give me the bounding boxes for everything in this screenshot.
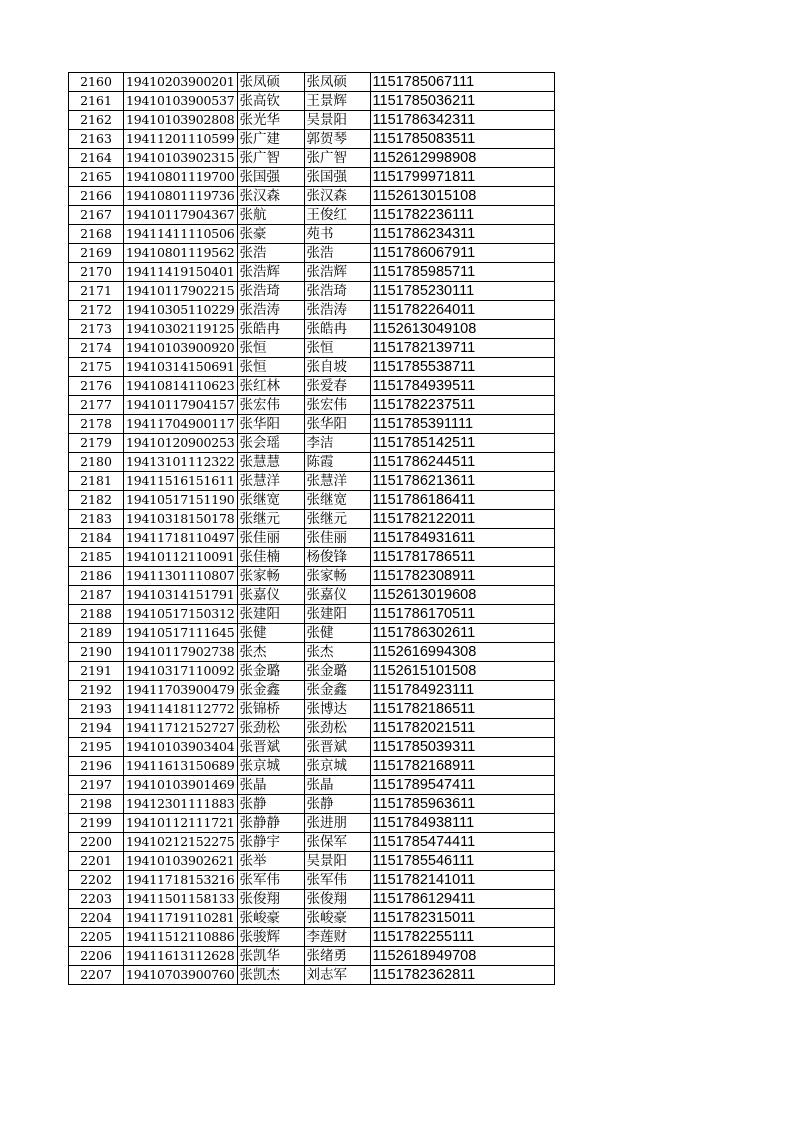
student-name-cell: 张金鑫 bbox=[237, 681, 304, 700]
account-holder-cell: 张华阳 bbox=[304, 415, 370, 434]
row-number-cell: 2199 bbox=[69, 814, 124, 833]
table-row bbox=[69, 301, 555, 320]
table-row bbox=[69, 738, 555, 757]
student-name-cell: 张举 bbox=[237, 852, 304, 871]
card-number-cell: 1151786213611 bbox=[370, 472, 554, 491]
table-row bbox=[69, 947, 555, 966]
card-number-cell: 1151784939511 bbox=[370, 377, 554, 396]
card-number-cell: 1151786067911 bbox=[370, 244, 554, 263]
row-number-cell: 2205 bbox=[69, 928, 124, 947]
row-number-cell: 2162 bbox=[69, 111, 124, 130]
row-number-cell: 2189 bbox=[69, 624, 124, 643]
id-number-cell: 19410305110229 bbox=[124, 301, 238, 320]
table-row bbox=[69, 966, 555, 985]
student-name-cell: 张杰 bbox=[237, 643, 304, 662]
row-number-cell: 2160 bbox=[69, 73, 124, 92]
row-number-cell: 2206 bbox=[69, 947, 124, 966]
student-name-cell: 张航 bbox=[237, 206, 304, 225]
id-number-cell: 19411411110506 bbox=[124, 225, 238, 244]
account-holder-cell: 张晋斌 bbox=[304, 738, 370, 757]
card-number-cell: 1151782362811 bbox=[370, 966, 554, 985]
student-name-cell: 张静 bbox=[237, 795, 304, 814]
account-holder-cell: 苑书 bbox=[304, 225, 370, 244]
row-number-cell: 2204 bbox=[69, 909, 124, 928]
account-holder-cell: 刘志军 bbox=[304, 966, 370, 985]
table-row bbox=[69, 263, 555, 282]
table-row bbox=[69, 453, 555, 472]
id-number-cell: 19410103900537 bbox=[124, 92, 238, 111]
table-row bbox=[69, 415, 555, 434]
account-holder-cell: 张劲松 bbox=[304, 719, 370, 738]
row-number-cell: 2196 bbox=[69, 757, 124, 776]
table-row bbox=[69, 510, 555, 529]
card-number-cell: 1151785985711 bbox=[370, 263, 554, 282]
row-number-cell: 2167 bbox=[69, 206, 124, 225]
student-name-cell: 张凯华 bbox=[237, 947, 304, 966]
account-holder-cell: 张爱春 bbox=[304, 377, 370, 396]
account-holder-cell: 吴景阳 bbox=[304, 852, 370, 871]
card-number-cell: 1152613015108 bbox=[370, 187, 554, 206]
card-number-cell: 1151786234311 bbox=[370, 225, 554, 244]
table-row bbox=[69, 776, 555, 795]
account-holder-cell: 杨俊锋 bbox=[304, 548, 370, 567]
student-name-cell: 张慧洋 bbox=[237, 472, 304, 491]
row-number-cell: 2184 bbox=[69, 529, 124, 548]
account-holder-cell: 郭贺琴 bbox=[304, 130, 370, 149]
id-number-cell: 19410318150178 bbox=[124, 510, 238, 529]
student-name-cell: 张汉森 bbox=[237, 187, 304, 206]
card-number-cell: 1151785963611 bbox=[370, 795, 554, 814]
student-name-cell: 张华阳 bbox=[237, 415, 304, 434]
card-number-cell: 1151785391111 bbox=[370, 415, 554, 434]
account-holder-cell: 王景辉 bbox=[304, 92, 370, 111]
row-number-cell: 2200 bbox=[69, 833, 124, 852]
id-number-cell: 19411704900117 bbox=[124, 415, 238, 434]
card-number-cell: 1151784931611 bbox=[370, 529, 554, 548]
account-holder-cell: 张继宽 bbox=[304, 491, 370, 510]
row-number-cell: 2169 bbox=[69, 244, 124, 263]
student-name-cell: 张浩辉 bbox=[237, 263, 304, 282]
student-name-cell: 张建阳 bbox=[237, 605, 304, 624]
row-number-cell: 2175 bbox=[69, 358, 124, 377]
row-number-cell: 2179 bbox=[69, 434, 124, 453]
card-number-cell: 1151785142511 bbox=[370, 434, 554, 453]
account-holder-cell: 张自坡 bbox=[304, 358, 370, 377]
student-name-cell: 张恒 bbox=[237, 339, 304, 358]
table-row bbox=[69, 73, 555, 92]
account-holder-cell: 张静 bbox=[304, 795, 370, 814]
student-name-cell: 张国强 bbox=[237, 168, 304, 187]
table-row bbox=[69, 643, 555, 662]
row-number-cell: 2190 bbox=[69, 643, 124, 662]
student-name-cell: 张会瑶 bbox=[237, 434, 304, 453]
row-number-cell: 2194 bbox=[69, 719, 124, 738]
row-number-cell: 2192 bbox=[69, 681, 124, 700]
table-row bbox=[69, 928, 555, 947]
card-number-cell: 1151785230111 bbox=[370, 282, 554, 301]
id-number-cell: 19410801119700 bbox=[124, 168, 238, 187]
id-number-cell: 19411712152727 bbox=[124, 719, 238, 738]
row-number-cell: 2183 bbox=[69, 510, 124, 529]
row-number-cell: 2178 bbox=[69, 415, 124, 434]
table-row bbox=[69, 358, 555, 377]
row-number-cell: 2165 bbox=[69, 168, 124, 187]
account-holder-cell: 张凤硕 bbox=[304, 73, 370, 92]
card-number-cell: 1151789547411 bbox=[370, 776, 554, 795]
account-holder-cell: 陈霞 bbox=[304, 453, 370, 472]
id-number-cell: 19411419150401 bbox=[124, 263, 238, 282]
card-number-cell: 1151785546111 bbox=[370, 852, 554, 871]
id-number-cell: 19410517151190 bbox=[124, 491, 238, 510]
id-number-cell: 19411719110281 bbox=[124, 909, 238, 928]
row-number-cell: 2203 bbox=[69, 890, 124, 909]
table-row bbox=[69, 890, 555, 909]
card-number-cell: 1151782168911 bbox=[370, 757, 554, 776]
id-number-cell: 19411703900479 bbox=[124, 681, 238, 700]
card-number-cell: 1151785039311 bbox=[370, 738, 554, 757]
card-number-cell: 1151785036211 bbox=[370, 92, 554, 111]
card-number-cell: 1151782122011 bbox=[370, 510, 554, 529]
card-number-cell: 1152615101508 bbox=[370, 662, 554, 681]
account-holder-cell: 张保军 bbox=[304, 833, 370, 852]
student-name-cell: 张广建 bbox=[237, 130, 304, 149]
table-row bbox=[69, 168, 555, 187]
table-row bbox=[69, 206, 555, 225]
student-name-cell: 张慧慧 bbox=[237, 453, 304, 472]
row-number-cell: 2186 bbox=[69, 567, 124, 586]
student-name-cell: 张红林 bbox=[237, 377, 304, 396]
student-name-cell: 张俊翔 bbox=[237, 890, 304, 909]
account-holder-cell: 李洁 bbox=[304, 434, 370, 453]
row-number-cell: 2193 bbox=[69, 700, 124, 719]
account-holder-cell: 张金鑫 bbox=[304, 681, 370, 700]
table-row bbox=[69, 149, 555, 168]
card-number-cell: 1151782315011 bbox=[370, 909, 554, 928]
table-row bbox=[69, 244, 555, 263]
account-holder-cell: 张国强 bbox=[304, 168, 370, 187]
card-number-cell: 1151784923111 bbox=[370, 681, 554, 700]
table-row bbox=[69, 434, 555, 453]
table-row bbox=[69, 700, 555, 719]
id-number-cell: 19410103902808 bbox=[124, 111, 238, 130]
table-row bbox=[69, 548, 555, 567]
roster-table bbox=[68, 72, 555, 985]
card-number-cell: 1151782308911 bbox=[370, 567, 554, 586]
card-number-cell: 1151785474411 bbox=[370, 833, 554, 852]
student-name-cell: 张光华 bbox=[237, 111, 304, 130]
card-number-cell: 1152613019608 bbox=[370, 586, 554, 605]
id-number-cell: 19410117902738 bbox=[124, 643, 238, 662]
id-number-cell: 19410801119562 bbox=[124, 244, 238, 263]
account-holder-cell: 张进朋 bbox=[304, 814, 370, 833]
student-name-cell: 张高钦 bbox=[237, 92, 304, 111]
table-row bbox=[69, 377, 555, 396]
table-row bbox=[69, 396, 555, 415]
student-name-cell: 张静宇 bbox=[237, 833, 304, 852]
row-number-cell: 2161 bbox=[69, 92, 124, 111]
student-name-cell: 张静静 bbox=[237, 814, 304, 833]
account-holder-cell: 张佳丽 bbox=[304, 529, 370, 548]
card-number-cell: 1152612998908 bbox=[370, 149, 554, 168]
row-number-cell: 2168 bbox=[69, 225, 124, 244]
id-number-cell: 19410814110623 bbox=[124, 377, 238, 396]
row-number-cell: 2188 bbox=[69, 605, 124, 624]
account-holder-cell: 吴景阳 bbox=[304, 111, 370, 130]
row-number-cell: 2182 bbox=[69, 491, 124, 510]
account-holder-cell: 张金璐 bbox=[304, 662, 370, 681]
table-row bbox=[69, 586, 555, 605]
account-holder-cell: 张继元 bbox=[304, 510, 370, 529]
card-number-cell: 1151786244511 bbox=[370, 453, 554, 472]
id-number-cell: 19410117902215 bbox=[124, 282, 238, 301]
table-row bbox=[69, 320, 555, 339]
account-holder-cell: 张健 bbox=[304, 624, 370, 643]
account-holder-cell: 张京城 bbox=[304, 757, 370, 776]
student-name-cell: 张军伟 bbox=[237, 871, 304, 890]
account-holder-cell: 张浩辉 bbox=[304, 263, 370, 282]
account-holder-cell: 张宏伟 bbox=[304, 396, 370, 415]
id-number-cell: 19410203900201 bbox=[124, 73, 238, 92]
account-holder-cell: 张皓冉 bbox=[304, 320, 370, 339]
table-row bbox=[69, 909, 555, 928]
id-number-cell: 19411512110886 bbox=[124, 928, 238, 947]
account-holder-cell: 张峻豪 bbox=[304, 909, 370, 928]
student-name-cell: 张劲松 bbox=[237, 719, 304, 738]
student-name-cell: 张京城 bbox=[237, 757, 304, 776]
id-number-cell: 19410703900760 bbox=[124, 966, 238, 985]
account-holder-cell: 张杰 bbox=[304, 643, 370, 662]
row-number-cell: 2197 bbox=[69, 776, 124, 795]
account-holder-cell: 张嘉仪 bbox=[304, 586, 370, 605]
id-number-cell: 19410314151791 bbox=[124, 586, 238, 605]
row-number-cell: 2171 bbox=[69, 282, 124, 301]
table-row bbox=[69, 567, 555, 586]
student-name-cell: 张凯杰 bbox=[237, 966, 304, 985]
table-row bbox=[69, 339, 555, 358]
row-number-cell: 2176 bbox=[69, 377, 124, 396]
table-row bbox=[69, 814, 555, 833]
id-number-cell: 19410517150312 bbox=[124, 605, 238, 624]
id-number-cell: 19410302119125 bbox=[124, 320, 238, 339]
student-name-cell: 张健 bbox=[237, 624, 304, 643]
row-number-cell: 2181 bbox=[69, 472, 124, 491]
id-number-cell: 19411718110497 bbox=[124, 529, 238, 548]
table-row bbox=[69, 852, 555, 871]
student-name-cell: 张豪 bbox=[237, 225, 304, 244]
id-number-cell: 19411718153216 bbox=[124, 871, 238, 890]
card-number-cell: 1151786186411 bbox=[370, 491, 554, 510]
card-number-cell: 1151784938111 bbox=[370, 814, 554, 833]
row-number-cell: 2166 bbox=[69, 187, 124, 206]
id-number-cell: 19410103901469 bbox=[124, 776, 238, 795]
id-number-cell: 19412301111883 bbox=[124, 795, 238, 814]
card-number-cell: 1151785067111 bbox=[370, 73, 554, 92]
id-number-cell: 19410314150691 bbox=[124, 358, 238, 377]
row-number-cell: 2177 bbox=[69, 396, 124, 415]
id-number-cell: 19413101112322 bbox=[124, 453, 238, 472]
id-number-cell: 19410117904367 bbox=[124, 206, 238, 225]
student-name-cell: 张浩涛 bbox=[237, 301, 304, 320]
student-name-cell: 张晶 bbox=[237, 776, 304, 795]
card-number-cell: 1152616994308 bbox=[370, 643, 554, 662]
student-name-cell: 张峻豪 bbox=[237, 909, 304, 928]
account-holder-cell: 张俊翔 bbox=[304, 890, 370, 909]
row-number-cell: 2201 bbox=[69, 852, 124, 871]
student-name-cell: 张金璐 bbox=[237, 662, 304, 681]
card-number-cell: 1152613049108 bbox=[370, 320, 554, 339]
id-number-cell: 19410120900253 bbox=[124, 434, 238, 453]
id-number-cell: 19410103900920 bbox=[124, 339, 238, 358]
student-name-cell: 张家畅 bbox=[237, 567, 304, 586]
row-number-cell: 2191 bbox=[69, 662, 124, 681]
table-row bbox=[69, 491, 555, 510]
table-row bbox=[69, 130, 555, 149]
card-number-cell: 1151782186511 bbox=[370, 700, 554, 719]
student-name-cell: 张佳丽 bbox=[237, 529, 304, 548]
card-number-cell: 1151782236111 bbox=[370, 206, 554, 225]
id-number-cell: 19411516151611 bbox=[124, 472, 238, 491]
row-number-cell: 2207 bbox=[69, 966, 124, 985]
table-row bbox=[69, 111, 555, 130]
id-number-cell: 19411301110807 bbox=[124, 567, 238, 586]
card-number-cell: 1151786302611 bbox=[370, 624, 554, 643]
account-holder-cell: 张军伟 bbox=[304, 871, 370, 890]
card-number-cell: 1151786170511 bbox=[370, 605, 554, 624]
id-number-cell: 19410112110091 bbox=[124, 548, 238, 567]
table-row bbox=[69, 681, 555, 700]
row-number-cell: 2174 bbox=[69, 339, 124, 358]
account-holder-cell: 张浩 bbox=[304, 244, 370, 263]
card-number-cell: 1151781786511 bbox=[370, 548, 554, 567]
student-name-cell: 张骏辉 bbox=[237, 928, 304, 947]
table-row bbox=[69, 282, 555, 301]
table-row bbox=[69, 757, 555, 776]
card-number-cell: 1151799971811 bbox=[370, 168, 554, 187]
row-number-cell: 2185 bbox=[69, 548, 124, 567]
row-number-cell: 2172 bbox=[69, 301, 124, 320]
student-name-cell: 张嘉仪 bbox=[237, 586, 304, 605]
student-name-cell: 张继元 bbox=[237, 510, 304, 529]
student-name-cell: 张浩 bbox=[237, 244, 304, 263]
row-number-cell: 2202 bbox=[69, 871, 124, 890]
id-number-cell: 19410517111645 bbox=[124, 624, 238, 643]
account-holder-cell: 张浩琦 bbox=[304, 282, 370, 301]
card-number-cell: 1151782141011 bbox=[370, 871, 554, 890]
student-name-cell: 张佳楠 bbox=[237, 548, 304, 567]
id-number-cell: 19410103903404 bbox=[124, 738, 238, 757]
student-name-cell: 张宏伟 bbox=[237, 396, 304, 415]
card-number-cell: 1151786342311 bbox=[370, 111, 554, 130]
student-name-cell: 张继宽 bbox=[237, 491, 304, 510]
id-number-cell: 19410103902621 bbox=[124, 852, 238, 871]
account-holder-cell: 张汉森 bbox=[304, 187, 370, 206]
account-holder-cell: 李莲财 bbox=[304, 928, 370, 947]
id-number-cell: 19411418112772 bbox=[124, 700, 238, 719]
row-number-cell: 2198 bbox=[69, 795, 124, 814]
id-number-cell: 19410103902315 bbox=[124, 149, 238, 168]
card-number-cell: 1152618949708 bbox=[370, 947, 554, 966]
account-holder-cell: 张浩涛 bbox=[304, 301, 370, 320]
account-holder-cell: 张晶 bbox=[304, 776, 370, 795]
table-row bbox=[69, 719, 555, 738]
id-number-cell: 19410117904157 bbox=[124, 396, 238, 415]
card-number-cell: 1151785538711 bbox=[370, 358, 554, 377]
card-number-cell: 1151782237511 bbox=[370, 396, 554, 415]
table-row bbox=[69, 187, 555, 206]
account-holder-cell: 王俊红 bbox=[304, 206, 370, 225]
card-number-cell: 1151785083511 bbox=[370, 130, 554, 149]
table-row bbox=[69, 662, 555, 681]
row-number-cell: 2195 bbox=[69, 738, 124, 757]
account-holder-cell: 张博达 bbox=[304, 700, 370, 719]
id-number-cell: 19411613112628 bbox=[124, 947, 238, 966]
roster-table-body bbox=[69, 73, 555, 985]
id-number-cell: 19410801119736 bbox=[124, 187, 238, 206]
id-number-cell: 19411201110599 bbox=[124, 130, 238, 149]
account-holder-cell: 张绪勇 bbox=[304, 947, 370, 966]
student-name-cell: 张浩琦 bbox=[237, 282, 304, 301]
table-row bbox=[69, 624, 555, 643]
row-number-cell: 2173 bbox=[69, 320, 124, 339]
table-row bbox=[69, 225, 555, 244]
table-row bbox=[69, 833, 555, 852]
student-name-cell: 张皓冉 bbox=[237, 320, 304, 339]
card-number-cell: 1151786129411 bbox=[370, 890, 554, 909]
id-number-cell: 19410112111721 bbox=[124, 814, 238, 833]
table-row bbox=[69, 472, 555, 491]
account-holder-cell: 张家畅 bbox=[304, 567, 370, 586]
id-number-cell: 19410212152275 bbox=[124, 833, 238, 852]
row-number-cell: 2180 bbox=[69, 453, 124, 472]
account-holder-cell: 张恒 bbox=[304, 339, 370, 358]
row-number-cell: 2170 bbox=[69, 263, 124, 282]
table-row bbox=[69, 529, 555, 548]
card-number-cell: 1151782139711 bbox=[370, 339, 554, 358]
card-number-cell: 1151782264011 bbox=[370, 301, 554, 320]
id-number-cell: 19411613150689 bbox=[124, 757, 238, 776]
account-holder-cell: 张建阳 bbox=[304, 605, 370, 624]
id-number-cell: 19410317110092 bbox=[124, 662, 238, 681]
account-holder-cell: 张慧洋 bbox=[304, 472, 370, 491]
table-row bbox=[69, 795, 555, 814]
row-number-cell: 2163 bbox=[69, 130, 124, 149]
table-row bbox=[69, 605, 555, 624]
student-name-cell: 张凤硕 bbox=[237, 73, 304, 92]
id-number-cell: 19411501158133 bbox=[124, 890, 238, 909]
account-holder-cell: 张广智 bbox=[304, 149, 370, 168]
card-number-cell: 1151782021511 bbox=[370, 719, 554, 738]
card-number-cell: 1151782255111 bbox=[370, 928, 554, 947]
table-row bbox=[69, 871, 555, 890]
row-number-cell: 2164 bbox=[69, 149, 124, 168]
student-name-cell: 张广智 bbox=[237, 149, 304, 168]
student-name-cell: 张锦桥 bbox=[237, 700, 304, 719]
student-name-cell: 张恒 bbox=[237, 358, 304, 377]
student-name-cell: 张晋斌 bbox=[237, 738, 304, 757]
row-number-cell: 2187 bbox=[69, 586, 124, 605]
table-row bbox=[69, 92, 555, 111]
